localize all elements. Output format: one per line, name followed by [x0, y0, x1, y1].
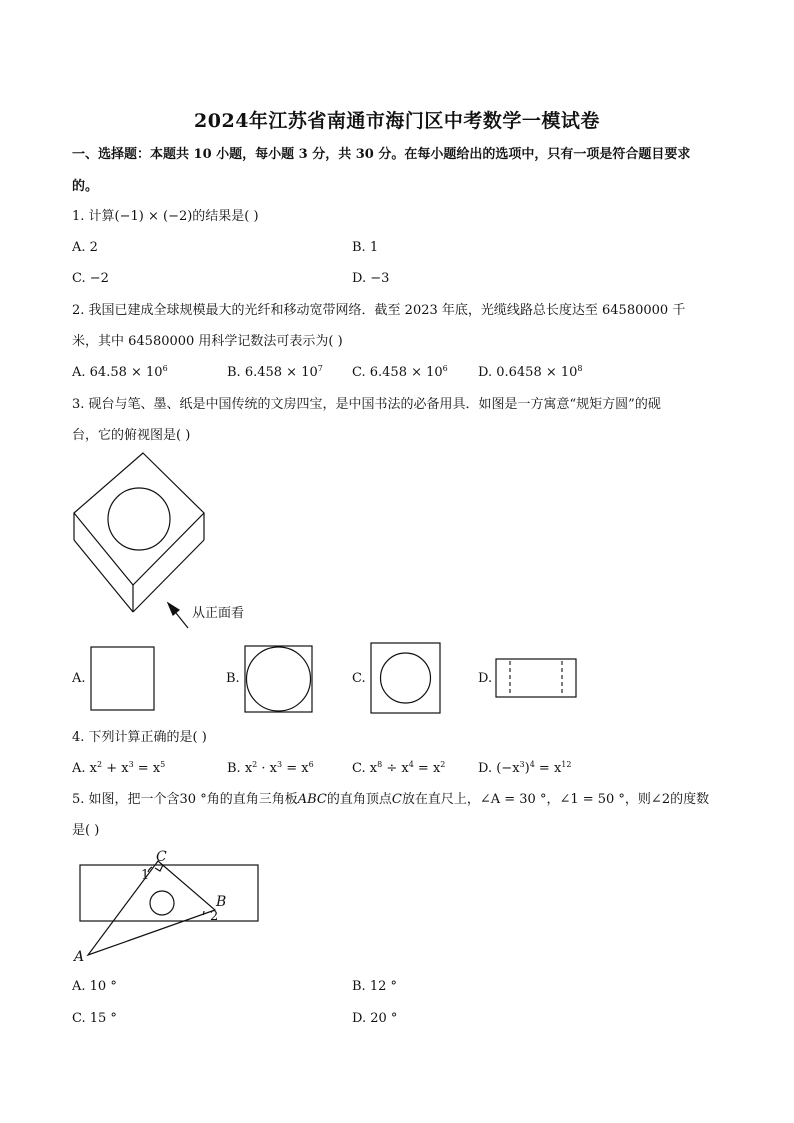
- exam-title: 2024年江苏省南通市海门区中考数学一模试卷: [194, 110, 600, 132]
- q4-option-d: D. $(-x^3)^4 = x^{12}$: [478, 760, 572, 776]
- q3-line2: 台，它的俯视图是( ): [72, 428, 191, 443]
- q3-view-label: 从正面看: [192, 606, 245, 621]
- right-angle-mark: [155, 865, 163, 871]
- q4-option-c: C. $x^8 \div x^4 = x^2$: [352, 760, 446, 776]
- label-b: B: [216, 894, 227, 910]
- q3-option-b-label: B.: [226, 671, 240, 686]
- q5-option-d: D. 20 °: [352, 1011, 398, 1026]
- q3-option-c-figure: [369, 641, 443, 715]
- q5-option-c: C. 15 °: [72, 1011, 117, 1026]
- q3-option-a-figure: [88, 645, 158, 713]
- q5-line2: 是( ): [72, 823, 100, 838]
- angle-2-arc: [203, 911, 204, 915]
- triangle-hole: [150, 891, 174, 915]
- q3-inkstone-figure: [60, 445, 300, 630]
- q4-stem: 4. 下列计算正确的是( ): [72, 730, 207, 745]
- q3-line1: 3. 砚台与笔、墨、纸是中国传统的文房四宝，是中国书法的必备用具．如图是一方寓意“规矩方圆”的砚: [72, 397, 661, 412]
- q4-option-a: A. $x^2 + x^3 = x^5$: [72, 760, 166, 776]
- q2-option-a: A. $64.58 \times 10^6$: [72, 364, 168, 380]
- inkstone-circle: [108, 488, 170, 550]
- label-a: A: [74, 949, 85, 965]
- q3-option-c-label: C.: [352, 671, 366, 686]
- q3-option-d-label: D.: [478, 671, 493, 686]
- label-c: C: [156, 849, 167, 865]
- q1-stem: 1. 计算(−1) × (−2)的结果是( ): [72, 209, 259, 224]
- q1-option-b: B. 1: [352, 240, 379, 255]
- q1-option-c: C. −2: [72, 271, 109, 286]
- q2-option-d: D. $0.6458 \times 10^8$: [478, 364, 583, 380]
- inkstone-top-face: [74, 453, 204, 585]
- q1-option-a: A. 2: [72, 240, 98, 255]
- q2-option-b: B. $6.458 \times 10^7$: [227, 364, 323, 380]
- label-angle-2: 2: [210, 909, 219, 924]
- q4-option-b: B. $x^2 \cdot x^3 = x^6$: [227, 760, 314, 776]
- q5-triangle-ruler-figure: [70, 845, 270, 970]
- q5-option-b: B. 12 °: [352, 979, 397, 994]
- q5-option-a: A. 10 °: [72, 979, 117, 994]
- view-arrow-head: [168, 603, 179, 615]
- q2-line2: 米，其中 64580000 用科学记数法可表示为( ): [72, 334, 343, 349]
- q3-option-a-label: A.: [72, 671, 86, 686]
- label-angle-1: 1: [141, 868, 150, 883]
- q2-option-c: C. $6.458 \times 10^6$: [352, 364, 448, 380]
- q5-line1: 5. 如图，把一个含30 °角的直角三角板ABC的直角顶点C放在直尺上，∠A = 30 °，∠1 = 50 °，则∠2的度数: [72, 792, 710, 807]
- q1-option-d: D. −3: [352, 271, 390, 286]
- q3-option-d-figure: [494, 657, 580, 701]
- section-heading-line2: 的。: [72, 179, 99, 194]
- section-heading-line1: 一、选择题：本题共 10 小题，每小题 3 分，共 30 分。在每小题给出的选项中，只有一项是符合题目要求: [72, 147, 691, 162]
- q2-line1: 2. 我国已建成全球规模最大的光纤和移动宽带网络．截至 2023 年底，光缆线路总长度达至 64580000 千: [72, 303, 686, 318]
- q3-option-b-figure: [243, 644, 315, 714]
